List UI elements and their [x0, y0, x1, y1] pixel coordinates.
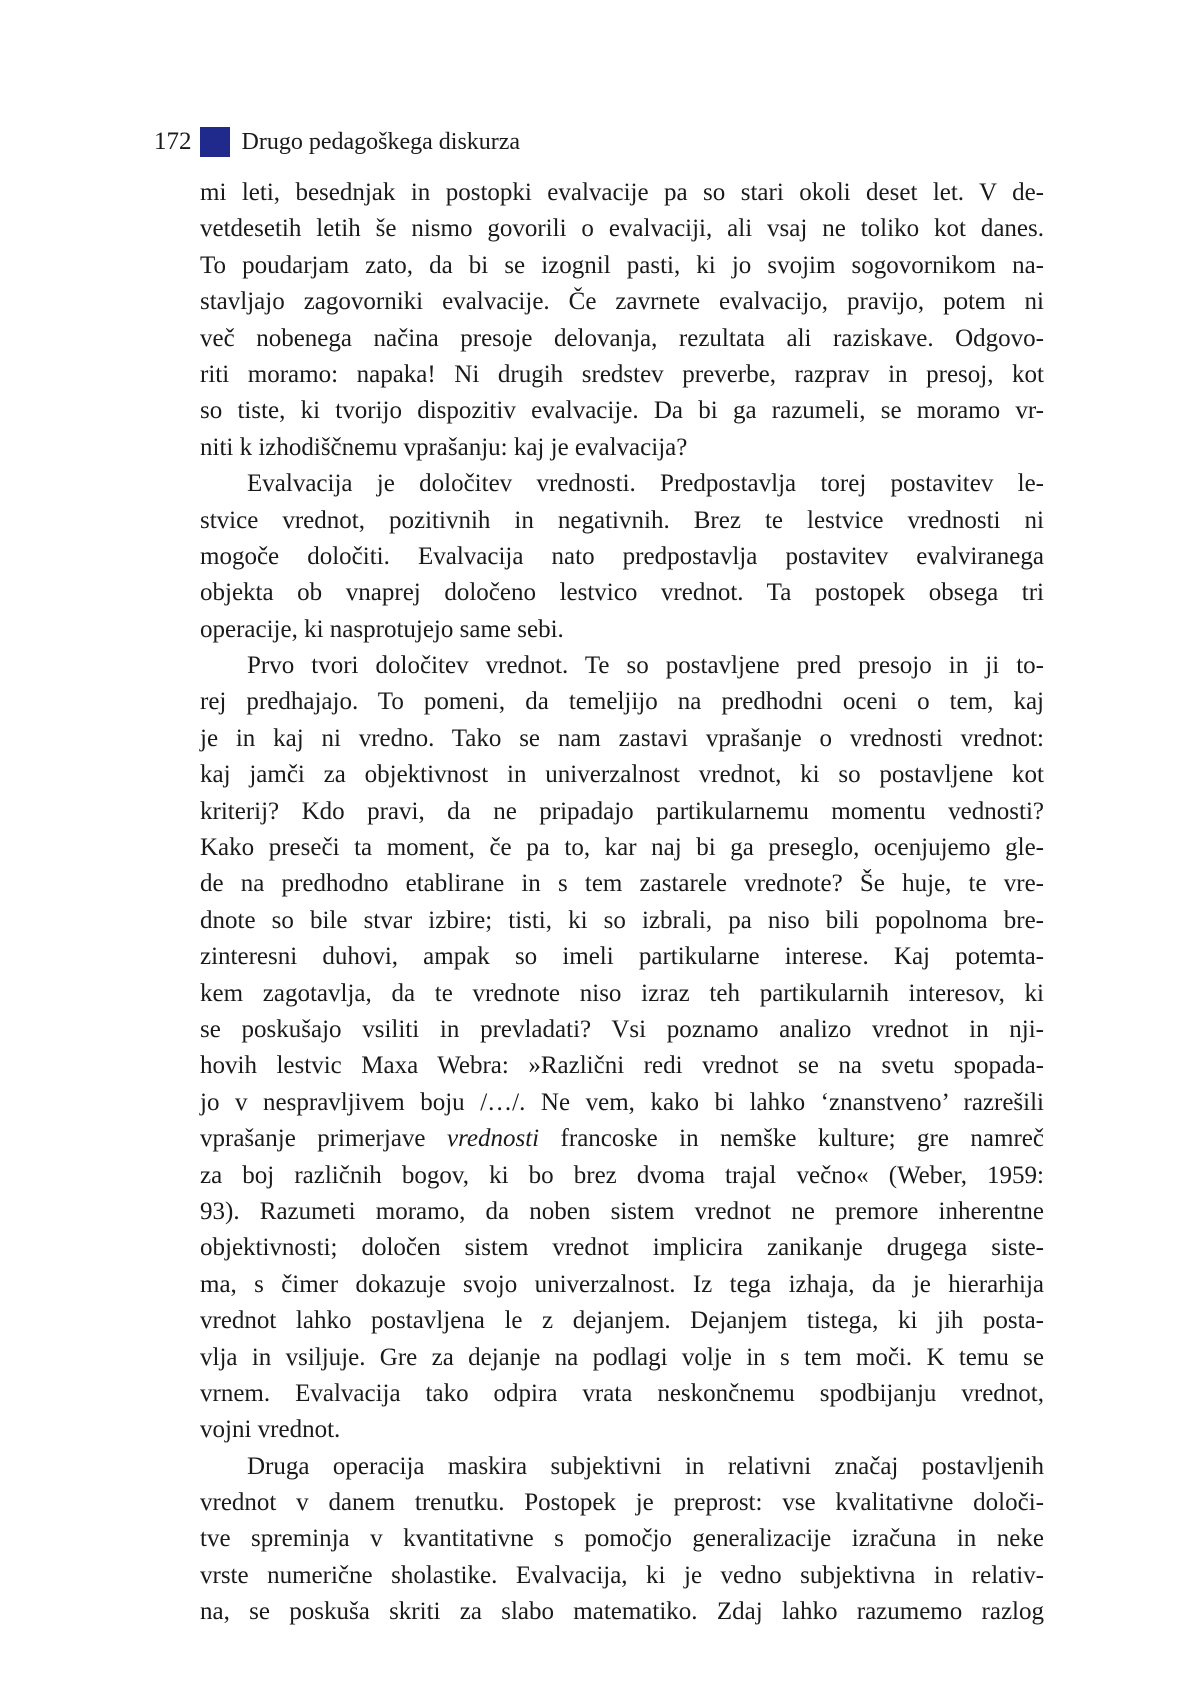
text-line: mi leti, besednjak in postopki evalvacije pa so stari okoli deset let. V de-	[200, 179, 1044, 206]
text-line: vetdesetih letih še nismo govorili o evalvaciji, ali vsaj ne toliko kot danes.	[200, 215, 1044, 243]
text-line: na, se poskuša skriti za slabo matematiko. Zdaj lahko razumemo razlog	[200, 1598, 1044, 1626]
text-line: Kako preseči ta moment, če pa to, kar naj bi ga preseglo, ocenjujemo gle-	[200, 834, 1044, 862]
text-line: riti moramo: napaka! Ni drugih sredstev preverbe, razprav in presoj, kot	[200, 360, 1044, 388]
header-square-marker	[200, 127, 230, 157]
text-line: tve spreminja v kvantitativne s pomočjo generalizacije izračuna in neke	[200, 1525, 1044, 1553]
text-line: de na predhodno etablirane in s tem zastarele vrednote? Še huje, te vre-	[200, 870, 1044, 898]
body-text	[200, 175, 1044, 1631]
text-line: dnote so bile stvar izbire; tisti, ki so izbrali, pa niso bili popolnoma bre-	[200, 906, 1044, 934]
text-line: To poudarjam zato, da bi se izognil pasti, ki jo svojim sogovornikom na-	[200, 251, 1044, 279]
text-line: več nobenega načina presoje delovanja, rezultata ali raziskave. Odgovo-	[200, 324, 1044, 352]
text-line: Druga operacija maskira subjektivni in relativni značaj postavljenih	[247, 1452, 1044, 1480]
running-title: Drugo pedagoškega diskurza	[241, 128, 521, 155]
text-line: objekta ob vnaprej določeno lestvico vrednot. Ta postopek obsega tri	[200, 579, 1044, 607]
text-line: stavljajo zagovorniki evalvacije. Če zavrnete evalvacijo, pravijo, potem ni	[200, 288, 1044, 316]
text-line: 93). Razumeti moramo, da noben sistem vrednot ne premore inherentne	[200, 1197, 1044, 1225]
text-line: je in kaj ni vredno. Tako se nam zastavi vprašanje o vrednosti vrednot:	[200, 724, 1044, 752]
text-line: vrednot v danem trenutku. Postopek je preprost: vse kvalitativne določi-	[200, 1489, 1044, 1517]
text-line: kriterij? Kdo pravi, da ne pripadajo partikularnemu momentu vednosti?	[200, 797, 1044, 825]
text-line: se poskušajo vsiliti in prevladati? Vsi poznamo analizo vrednot in nji-	[200, 1015, 1044, 1043]
text-line: vlja in vsiljuje. Gre za dejanje na podlagi volje in s tem moči. K temu se	[200, 1343, 1044, 1371]
text-segment: francoske in nemške kulture; gre namreč	[539, 1125, 1044, 1153]
text-line: mogoče določiti. Evalvacija nato predpostavlja postavitev evalviranega	[200, 542, 1044, 570]
text-segment: vprašanje primerjave	[200, 1125, 447, 1153]
text-line: so tiste, ki tvorijo dispozitiv evalvacije. Da bi ga razumeli, se moramo vr-	[200, 397, 1044, 425]
text-line: vrnem. Evalvacija tako odpira vrata neskončnemu spodbijanju vrednot,	[200, 1379, 1044, 1407]
text-line: operacije, ki nasprotujejo same sebi.	[200, 615, 564, 643]
text-line: vrste numerične sholastike. Evalvacija, ki je vedno subjektivna in relativ-	[200, 1561, 1044, 1589]
text-line: objektivnosti; določen sistem vrednot implicira zanikanje drugega siste-	[200, 1234, 1044, 1262]
running-head	[154, 126, 520, 158]
emphasized-word: vrednosti	[446, 1125, 540, 1153]
text-line: vrednot lahko postavljena le z dejanjem. Dejanjem tistega, ki jih posta-	[200, 1307, 1044, 1335]
text-line: jo v nespravljivem boju /…/. Ne vem, kako bi lahko ‘znanstveno’ razrešili	[200, 1088, 1044, 1116]
text-line: ma, s čimer dokazuje svojo univerzalnost. Iz tega izhaja, da je hierarhija	[200, 1270, 1044, 1298]
text-line: zinteresni duhovi, ampak so imeli partikularne interese. Kaj potemta-	[200, 943, 1044, 971]
text-line	[200, 1121, 1044, 1157]
text-line: Evalvacija je določitev vrednosti. Predpostavlja torej postavitev le-	[247, 470, 1044, 498]
text-line: Prvo tvori določitev vrednot. Te so postavljene pred presojo in ji to-	[247, 652, 1044, 680]
page-number: 172	[154, 128, 192, 155]
text-line: za boj različnih bogov, ki bo brez dvoma trajal večno« (Weber, 1959:	[200, 1161, 1044, 1189]
text-line: kem zagotavlja, da te vrednote niso izraz teh partikularnih interesov, ki	[200, 979, 1044, 1007]
text-line: niti k izhodiščnemu vprašanju: kaj je evalvacija?	[200, 433, 688, 461]
text-line: hovih lestvic Maxa Webra: »Različni redi vrednot se na svetu spopada-	[200, 1052, 1044, 1080]
text-line: rej predhajajo. To pomeni, da temeljijo na predhodni oceni o tem, kaj	[200, 688, 1044, 716]
text-line: vojni vrednot.	[200, 1416, 341, 1444]
text-line: stvice vrednot, pozitivnih in negativnih. Brez te lestvice vrednosti ni	[200, 506, 1044, 534]
text-line: kaj jamči za objektivnost in univerzalnost vrednot, ki so postavljene kot	[200, 761, 1044, 789]
